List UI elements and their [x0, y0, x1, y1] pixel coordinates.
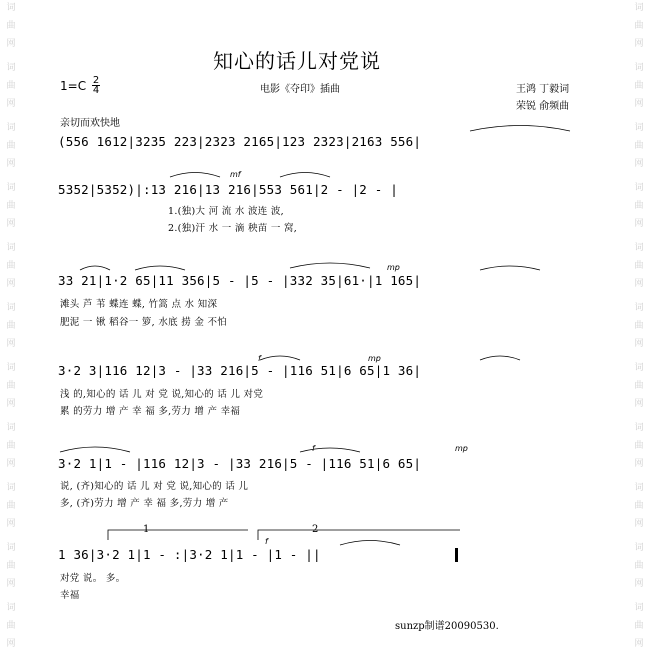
transcriber-credit: sunzp制谱20090530.: [395, 621, 499, 632]
page-title: 知心的话儿对党说: [213, 49, 381, 73]
notation-row-4: 3·2 3|116 12|3 - |33 216|5 - |116 51|6 65|1 36|: [58, 363, 422, 378]
watermark-stack: 词 曲 网: [634, 63, 644, 109]
dynamic-mark: mp: [387, 263, 400, 272]
lyric-row-4-verse-2: 累 的劳力 增 产 幸 福 多,劳力 增 产 幸福: [60, 406, 241, 417]
lyric-row-6-verse-1: 对党 说。 多。: [60, 573, 126, 584]
slur: [290, 263, 370, 268]
subtitle: 电影《夺印》插曲: [260, 84, 340, 95]
lyric-row-5-verse-1: 说, (齐)知心的 话 儿 对 党 说,知心的 话 儿: [60, 481, 249, 492]
slur: [80, 266, 110, 270]
lyric-row-2-verse-1: 1.(独)大 河 流 水 波连 波,: [168, 206, 284, 217]
watermark-stack: 词 曲 网: [634, 303, 644, 349]
tempo-marking: 亲切而欢快地: [60, 118, 120, 129]
slur: [300, 448, 360, 452]
watermark-stack: 词 曲 网: [6, 123, 16, 169]
watermark-stack: 词 曲 网: [6, 483, 16, 529]
volta-1-bracket: [108, 530, 248, 540]
lyricist-credit: 王鸿 丁毅词: [516, 84, 570, 95]
lyric-row-3-verse-1: 滩头 芦 苇 蝶连 蝶, 竹篙 点 水 知深: [60, 299, 218, 310]
dynamic-mark: mp: [368, 354, 381, 363]
final-barline: [455, 548, 458, 562]
time-numerator: 2: [92, 75, 100, 86]
key-signature: 1=C: [60, 79, 87, 93]
dynamic-mark: f: [258, 354, 261, 363]
time-denominator: 4: [92, 85, 100, 96]
volta-2-bracket: [258, 530, 460, 540]
watermark-stack: 词 曲 网: [6, 183, 16, 229]
dynamic-mark: mf: [230, 170, 241, 179]
notation-row-3: 33 21|1·2 65|11 356|5 - |5 - |332 35|61·|1 165|: [58, 273, 422, 288]
volta-1-label: 1: [143, 524, 150, 535]
watermark-stack: 词 曲 网: [634, 543, 644, 589]
slur: [480, 266, 540, 270]
slur: [260, 356, 300, 360]
watermark-stack: 词 曲 网: [6, 423, 16, 469]
watermark-stack: 词 曲 网: [634, 123, 644, 169]
watermark-stack: 词 曲 网: [634, 483, 644, 529]
watermark-stack: 词 曲 网: [6, 543, 16, 589]
watermark-stack: 词 曲 网: [6, 363, 16, 409]
composer-credit: 荣锐 俞频曲: [516, 101, 570, 112]
lyric-row-6-verse-2: 幸福: [60, 590, 80, 601]
dynamic-mark: f: [312, 444, 315, 453]
watermark-stack: 词 曲 网: [634, 3, 644, 49]
slur: [135, 266, 185, 270]
slur: [470, 126, 570, 132]
watermark-stack: 词 曲 网: [634, 423, 644, 469]
watermark-stack: 词 曲 网: [634, 363, 644, 409]
notation-row-5: 3·2 1|1 - |116 12|3 - |33 216|5 - |116 51|6 65|: [58, 456, 422, 471]
lyric-row-3-verse-2: 肥泥 一 锹 稻谷一 箩, 水底 捞 金 不怕: [60, 317, 228, 328]
slur: [480, 356, 520, 360]
watermark-stack: 词 曲 网: [634, 183, 644, 229]
dynamic-mark: f: [265, 537, 268, 546]
volta-2-label: 2: [312, 524, 319, 535]
dynamic-mark: mp: [455, 444, 468, 453]
watermark-stack: 词 曲 网: [634, 603, 644, 649]
slur: [170, 173, 220, 178]
slur: [340, 541, 400, 546]
slur: [280, 173, 330, 178]
slur: [60, 447, 130, 452]
watermark-stack: 词 曲 网: [6, 243, 16, 289]
notation-row-6: 1 36|3·2 1|1 - :|3·2 1|1 - |1 - ||: [58, 547, 321, 562]
notation-row-1: (556 1612|3235 223|2323 2165|123 2323|2163 556|: [58, 134, 422, 149]
watermark-stack: 词 曲 网: [6, 303, 16, 349]
lyric-row-4-verse-1: 浅 的,知心的 话 儿 对 党 说,知心的 话 儿 对党: [60, 389, 264, 400]
watermark-stack: 词 曲 网: [6, 603, 16, 649]
lyric-row-5-verse-2: 多, (齐)劳力 增 产 幸 福 多,劳力 增 产: [60, 498, 229, 509]
lyric-row-2-verse-2: 2.(独)汗 水 一 滴 秧苗 一 窝,: [168, 223, 298, 234]
watermark-stack: 词 曲 网: [634, 243, 644, 289]
watermark-stack: 词 曲 网: [6, 63, 16, 109]
watermark-stack: 词 曲 网: [6, 3, 16, 49]
notation-row-2: 5352|5352)|:13 216|13 216|553 561|2 - |2 - |: [58, 182, 398, 197]
